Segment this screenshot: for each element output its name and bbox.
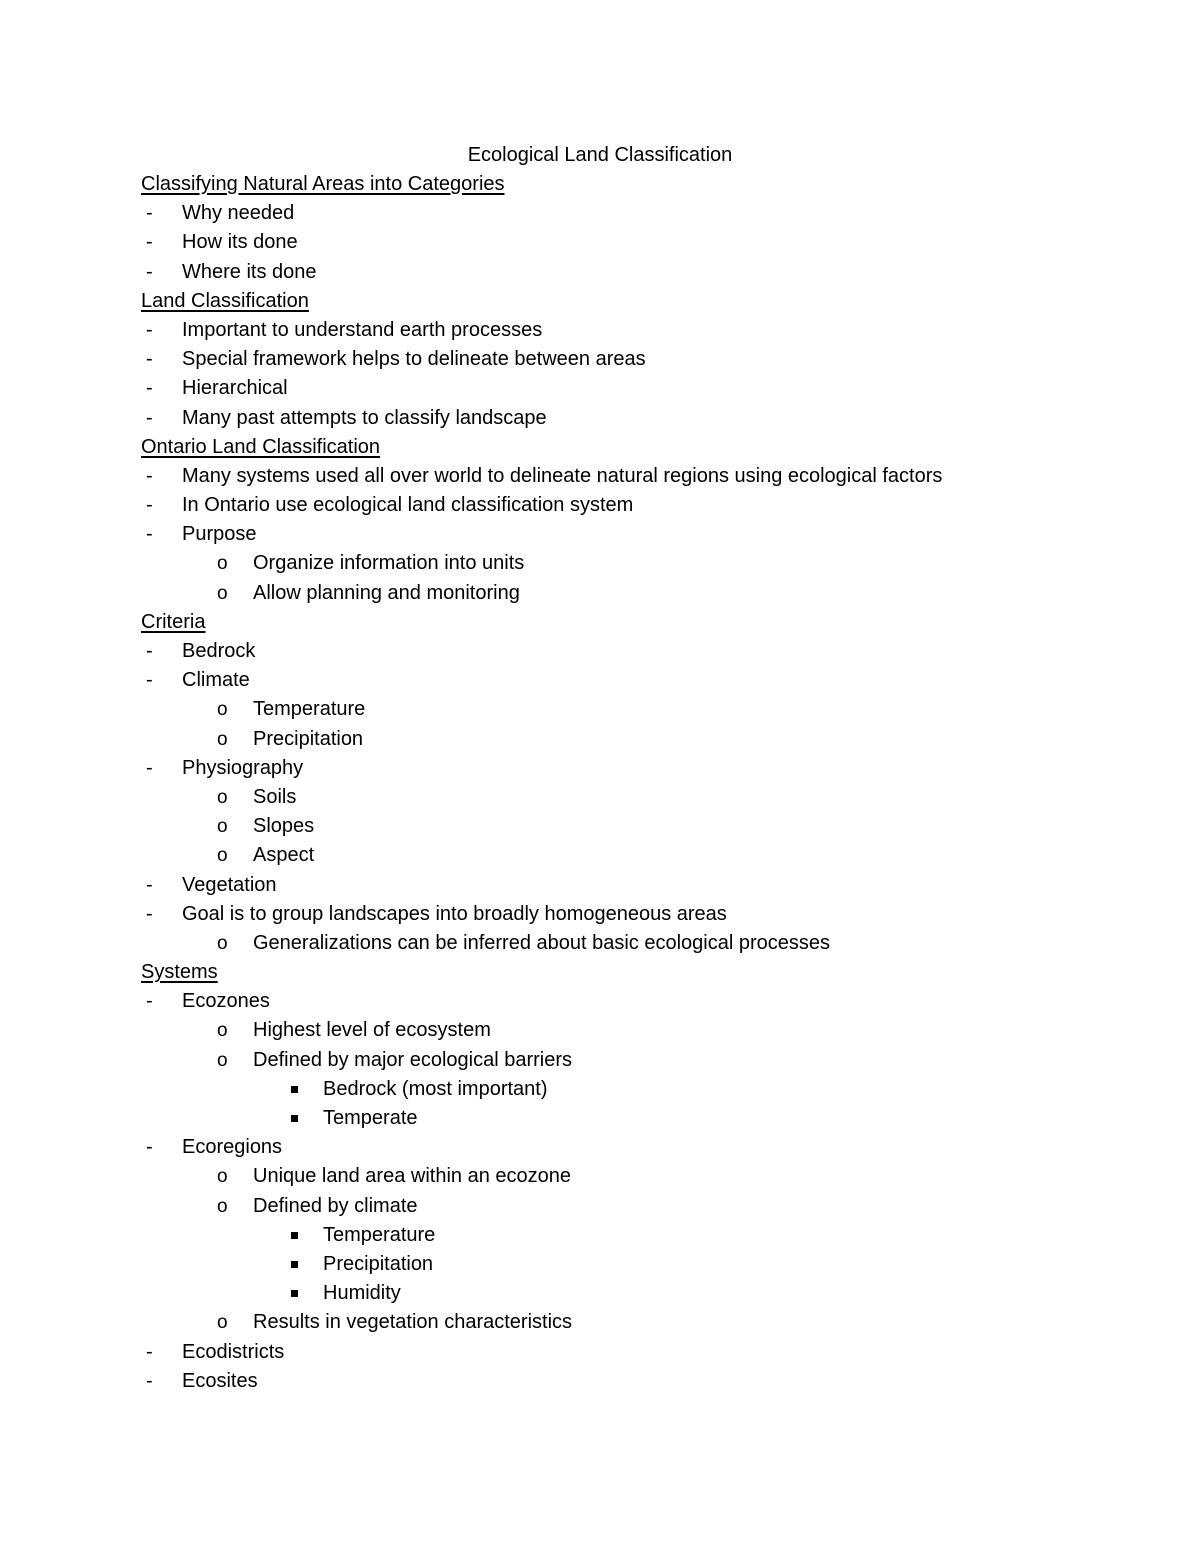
section-heading: Land Classification [141, 289, 309, 312]
dash-marker: - [146, 406, 153, 429]
bullet-text: Precipitation [253, 727, 364, 750]
bullet-text: Generalizations can be inferred about basic ecological processes [253, 931, 831, 954]
sub-sub-bullet-item [141, 1104, 1061, 1133]
dash-marker: - [146, 202, 153, 225]
bullet-text: Why needed [182, 202, 295, 225]
sub-bullet-item [141, 1192, 1061, 1221]
bullet-text: Defined by climate [253, 1194, 418, 1217]
dash-marker: - [146, 494, 153, 517]
document-body [141, 140, 1061, 1396]
bullet-text: Ecodistricts [182, 1340, 285, 1363]
sub-bullet-item [141, 579, 1061, 608]
circle-bullet-marker: o [217, 786, 228, 808]
sub-bullet-item [141, 725, 1061, 754]
bullet-text: Temperate [323, 1107, 418, 1129]
bullet-text: Where its done [182, 260, 317, 283]
dash-marker: - [146, 318, 153, 341]
section-heading: Systems [141, 961, 218, 984]
bullet-text: Physiography [182, 756, 304, 779]
bullet-text: Unique land area within an ecozone [253, 1165, 571, 1188]
bullet-text: Soils [253, 785, 297, 808]
bullet-item [141, 987, 1061, 1016]
bullet-text: Ecozones [182, 990, 270, 1013]
bullet-item [141, 520, 1061, 549]
bullet-text: Results in vegetation characteristics [253, 1311, 573, 1334]
bullet-text: How its done [182, 231, 298, 254]
circle-bullet-marker: o [217, 553, 228, 575]
bullet-text: Highest level of ecosystem [253, 1019, 491, 1042]
dash-marker: - [146, 873, 153, 896]
sub-sub-bullet-item [141, 1221, 1061, 1250]
square-bullet-icon [291, 1115, 298, 1122]
circle-bullet-marker: o [217, 816, 228, 838]
dash-marker: - [146, 756, 153, 779]
dash-marker: - [146, 231, 153, 254]
circle-bullet-marker: o [217, 932, 228, 954]
square-bullet-icon [291, 1290, 298, 1297]
outline [141, 170, 1061, 1396]
circle-bullet-marker: o [217, 1166, 228, 1188]
bullet-text: Temperature [323, 1223, 436, 1246]
bullet-text: Defined by major ecological barriers [253, 1048, 573, 1071]
dash-marker: - [146, 1369, 153, 1392]
sub-bullet-item [141, 1046, 1061, 1075]
circle-bullet-marker: o [217, 582, 228, 604]
bullet-item [141, 316, 1061, 345]
dash-marker: - [146, 1340, 153, 1363]
bullet-text: Aspect [253, 844, 315, 867]
square-bullet-icon [291, 1086, 298, 1093]
bullet-item [141, 1338, 1061, 1367]
bullet-item [141, 199, 1061, 228]
dash-marker: - [146, 1136, 153, 1159]
sub-bullet-item [141, 929, 1061, 958]
sub-bullet-item [141, 1308, 1061, 1337]
bullet-item [141, 491, 1061, 520]
sub-sub-bullet-item [141, 1250, 1061, 1279]
dash-marker: - [146, 640, 153, 662]
bullet-item [141, 258, 1061, 287]
bullet-text: Humidity [323, 1282, 401, 1305]
bullet-item [141, 462, 1061, 491]
bullet-text: Vegetation [182, 873, 277, 896]
bullet-text: Climate [182, 669, 250, 692]
circle-bullet-marker: o [217, 845, 228, 867]
bullet-text: Ecosites [182, 1369, 258, 1392]
section-heading: Classifying Natural Areas into Categories [141, 173, 505, 195]
dash-marker: - [146, 902, 153, 925]
bullet-text: Ecoregions [182, 1136, 283, 1159]
circle-bullet-marker: o [217, 1020, 228, 1042]
bullet-text: Bedrock (most important) [323, 1077, 548, 1100]
bullet-item [141, 404, 1061, 433]
bullet-item [141, 1133, 1061, 1162]
bullet-text: Purpose [182, 523, 257, 546]
bullet-text: Temperature [253, 698, 366, 721]
sub-bullet-item [141, 812, 1061, 841]
sub-bullet-item [141, 549, 1061, 578]
bullet-text: Hierarchical [182, 377, 288, 400]
bullet-text: Many past attempts to classify landscape [182, 406, 547, 429]
document-title: Ecological Land Classification [467, 144, 733, 166]
dash-marker: - [146, 464, 153, 487]
section-heading: Criteria [141, 610, 206, 633]
bullet-item [141, 666, 1061, 695]
dash-marker: - [146, 348, 153, 371]
sub-sub-bullet-item [141, 1279, 1061, 1308]
circle-bullet-marker: o [217, 1312, 228, 1334]
dash-marker: - [146, 669, 153, 692]
bullet-text: Precipitation [323, 1252, 434, 1275]
sub-bullet-item [141, 783, 1061, 812]
bullet-text: Goal is to group landscapes into broadly homogeneous areas [182, 902, 727, 925]
bullet-item [141, 374, 1061, 403]
circle-bullet-marker: o [217, 1195, 228, 1217]
sub-bullet-item [141, 841, 1061, 870]
bullet-text: Important to understand earth processes [182, 318, 543, 341]
bullet-item [141, 1367, 1061, 1396]
bullet-text: In Ontario use ecological land classification system [182, 494, 634, 517]
section-heading: Ontario Land Classification [141, 435, 381, 458]
sub-bullet-item [141, 695, 1061, 724]
bullet-text: Slopes [253, 815, 315, 838]
dash-marker: - [146, 990, 153, 1013]
bullet-text: Organize information into units [253, 552, 525, 575]
bullet-item [141, 637, 1061, 666]
dash-marker: - [146, 523, 153, 546]
circle-bullet-marker: o [217, 1049, 228, 1071]
bullet-text: Many systems used all over world to delineate natural regions using ecological factors [182, 464, 943, 487]
bullet-item [141, 345, 1061, 374]
bullet-text: Special framework helps to delineate between areas [182, 348, 646, 371]
square-bullet-icon [291, 1261, 298, 1268]
bullet-item [141, 228, 1061, 257]
bullet-text: Allow planning and monitoring [253, 581, 520, 604]
bullet-text: Bedrock [182, 640, 256, 662]
circle-bullet-marker: o [217, 728, 228, 750]
dash-marker: - [146, 260, 153, 283]
dash-marker: - [146, 377, 153, 400]
bullet-item [141, 871, 1061, 900]
bullet-item [141, 754, 1061, 783]
square-bullet-icon [291, 1232, 298, 1239]
circle-bullet-marker: o [217, 699, 228, 721]
bullet-item [141, 900, 1061, 929]
sub-bullet-item [141, 1162, 1061, 1191]
sub-bullet-item [141, 1016, 1061, 1045]
sub-sub-bullet-item [141, 1075, 1061, 1104]
